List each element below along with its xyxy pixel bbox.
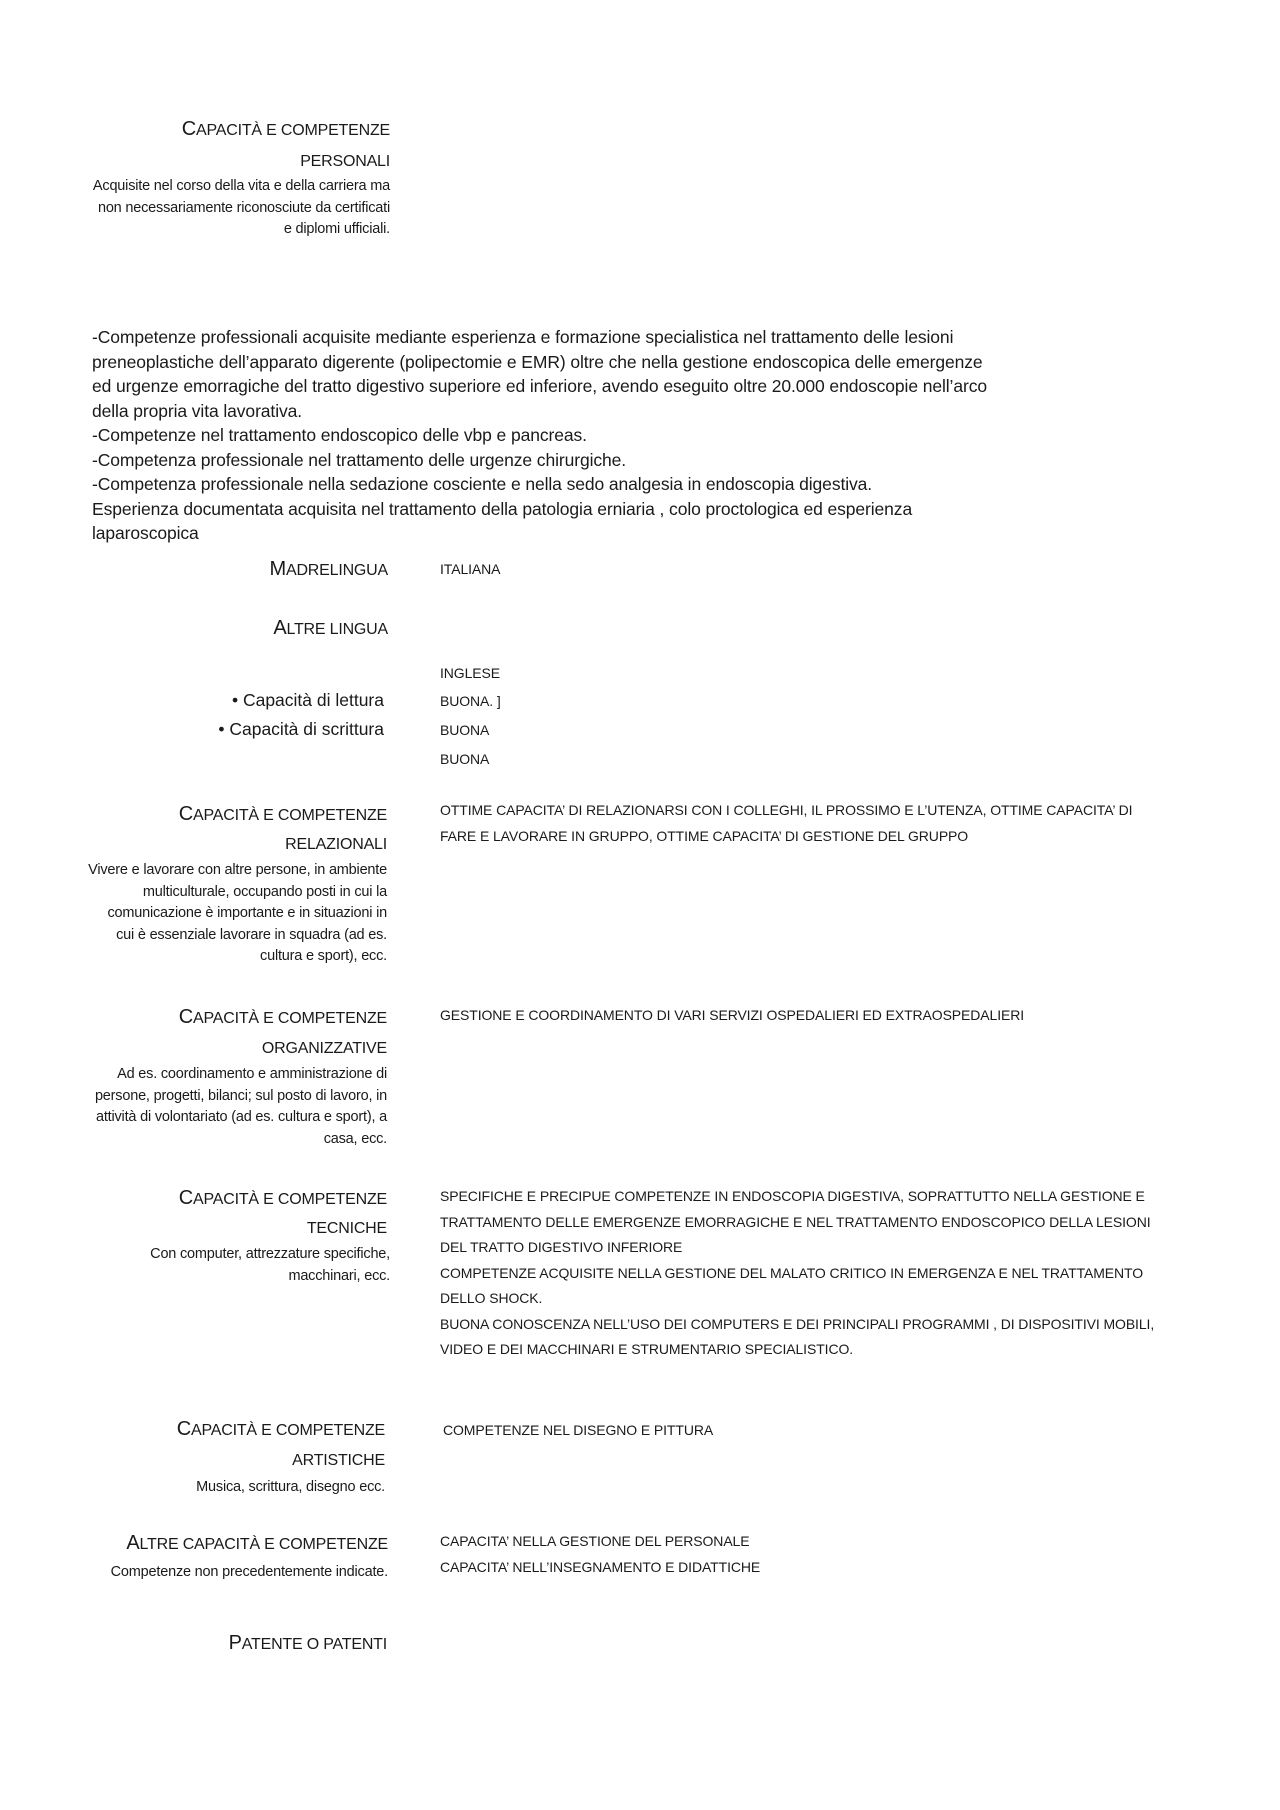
section-title-patente: PATENTE O PATENTI bbox=[228, 1632, 387, 1654]
section-subtitle-organizzative: ORGANIZZATIVE bbox=[261, 1040, 387, 1057]
section-desc-tecniche: Con computer, attrezzature specifiche, macchinari, ecc. bbox=[150, 1246, 390, 1284]
paragraph-line: -Competenza professionale nella sedazione cosciente e nella sedo analgesia in endoscopia digestiva. bbox=[92, 474, 873, 494]
tecniche-value-line: VIDEO E DEI MACCHINARI E STRUMENTARIO SPECIALISTICO. bbox=[440, 1341, 854, 1357]
paragraph-line: Esperienza documentata acquisita nel trattamento della patologia erniaria , colo proctologica ed esperienza bbox=[92, 498, 913, 519]
competenze-paragraph bbox=[92, 325, 1102, 546]
scrittura-value: BUONA bbox=[440, 722, 490, 738]
espressione-value: BUONA bbox=[440, 751, 490, 767]
altre-value-line: CAPACITA’ NELL’INSEGNAMENTO E DIDATTICHE bbox=[440, 1558, 761, 1575]
section-title-personali: CAPACITÀ E COMPETENZE bbox=[181, 118, 390, 140]
organizzative-value: GESTIONE E COORDINAMENTO DI VARI SERVIZI OSPEDALIERI ED EXTRAOSPEDALIERI bbox=[440, 1007, 1025, 1023]
altre-lingua-label: ALTRE LINGUA bbox=[273, 617, 388, 639]
scrittura-label: • Capacità di scrittura bbox=[218, 719, 384, 739]
tecniche-value bbox=[440, 1184, 1180, 1363]
section-desc-artistiche: Musica, scrittura, disegno ecc. bbox=[196, 1479, 385, 1495]
section-desc-personali: Acquisite nel corso della vita e della carriera ma non necessariamente riconosciute da certificati e diplomi ufficiali. bbox=[92, 178, 390, 237]
section-title-altre: ALTRE CAPACITÀ E COMPETENZE bbox=[126, 1532, 388, 1554]
paragraph-line: -Competenze professionali acquisite mediante esperienza e formazione specialistica nel trattamento delle lesioni bbox=[92, 327, 954, 347]
lettura-label: • Capacità di lettura bbox=[231, 690, 384, 710]
relazionali-value bbox=[440, 798, 1180, 849]
section-desc-organizzative: Ad es. coordinamento e amministrazione di persone, progetti, bilanci; sul posto di lavoro, in attività di volontariato (ad es. cultura e sport), a casa, ecc. bbox=[94, 1066, 387, 1147]
section-title-organizzative: CAPACITÀ E COMPETENZE bbox=[178, 1006, 387, 1028]
tecniche-value-line: SPECIFICHE E PRECIPUE COMPETENZE IN ENDOSCOPIA DIGESTIVA, SOPRATTUTTO NELLA GESTIONE E bbox=[440, 1188, 1145, 1204]
paragraph-line: ed urgenze emorragiche del tratto digestivo superiore ed inferiore, avendo eseguito oltre 20.000 endoscopie nell’arco bbox=[92, 376, 987, 396]
relazionali-value-line: OTTIME CAPACITA’ DI RELAZIONARSI CON I COLLEGHI, IL PROSSIMO E L’UTENZA, OTTIME CAPACITA’ DI bbox=[440, 802, 1133, 818]
altre-value-line: CAPACITA’ NELLA GESTIONE DEL PERSONALE bbox=[440, 1533, 750, 1549]
tecniche-value-line: DELLO SHOCK. bbox=[440, 1290, 543, 1306]
section-desc-relazionali: Vivere e lavorare con altre persone, in ambiente multiculturale, occupando posti in cui la comunicazione è importante e in situazioni in cui è essenziale lavorare in squadra (ad es. cultura e sport), ecc. bbox=[88, 862, 387, 964]
tecniche-value-line: BUONA CONOSCENZA NELL’USO DEI COMPUTERS E DEI PRINCIPALI PROGRAMMI , DI DISPOSITIVI MOBILI, bbox=[440, 1315, 1155, 1332]
paragraph-line: -Competenze nel trattamento endoscopico delle vbp e pancreas. bbox=[92, 425, 587, 445]
section-title-artistiche: CAPACITÀ E COMPETENZE bbox=[176, 1418, 385, 1440]
section-subtitle-tecniche: TECNICHE bbox=[306, 1220, 387, 1237]
paragraph-line: preneoplastiche dell’apparato digerente (polipectomie e EMR) oltre che nella gestione endoscopica delle emergenze bbox=[92, 351, 983, 372]
section-title-relazionali: CAPACITÀ E COMPETENZE bbox=[178, 803, 387, 825]
section-subtitle-relazionali: RELAZIONALI bbox=[285, 836, 387, 853]
artistiche-value: COMPETENZE NEL DISEGNO E PITTURA bbox=[443, 1422, 714, 1438]
section-subtitle-personali: PERSONALI bbox=[300, 153, 390, 170]
paragraph-line: -Competenza professionale nel trattamento delle urgenze chirurgiche. bbox=[92, 449, 627, 470]
tecniche-value-line: COMPETENZE ACQUISITE NELLA GESTIONE DEL MALATO CRITICO IN EMERGENZA E NEL TRATTAMENTO bbox=[440, 1264, 1144, 1281]
paragraph-line: della propria vita lavorativa. bbox=[92, 400, 303, 421]
lettura-value: BUONA. ] bbox=[440, 693, 501, 709]
tecniche-value-line: TRATTAMENTO DELLE EMERGENZE EMORRAGICHE E NEL TRATTAMENTO ENDOSCOPICO DELLA LESIONI bbox=[440, 1213, 1151, 1230]
section-subtitle-artistiche: ARTISTICHE bbox=[292, 1452, 385, 1469]
altre-value bbox=[440, 1529, 1180, 1580]
section-title-tecniche: CAPACITÀ E COMPETENZE bbox=[178, 1187, 387, 1209]
language-name: INGLESE bbox=[440, 665, 500, 681]
madrelingua-value: ITALIANA bbox=[440, 561, 501, 577]
tecniche-value-line: DEL TRATTO DIGESTIVO INFERIORE bbox=[440, 1239, 683, 1255]
paragraph-line: laparoscopica bbox=[92, 523, 199, 543]
section-desc-altre: Competenze non precedentemente indicate. bbox=[110, 1564, 388, 1580]
relazionali-value-line: FARE E LAVORARE IN GRUPPO, OTTIME CAPACITA’ DI GESTIONE DEL GRUPPO bbox=[440, 827, 969, 844]
madrelingua-label: MADRELINGUA bbox=[269, 558, 388, 580]
